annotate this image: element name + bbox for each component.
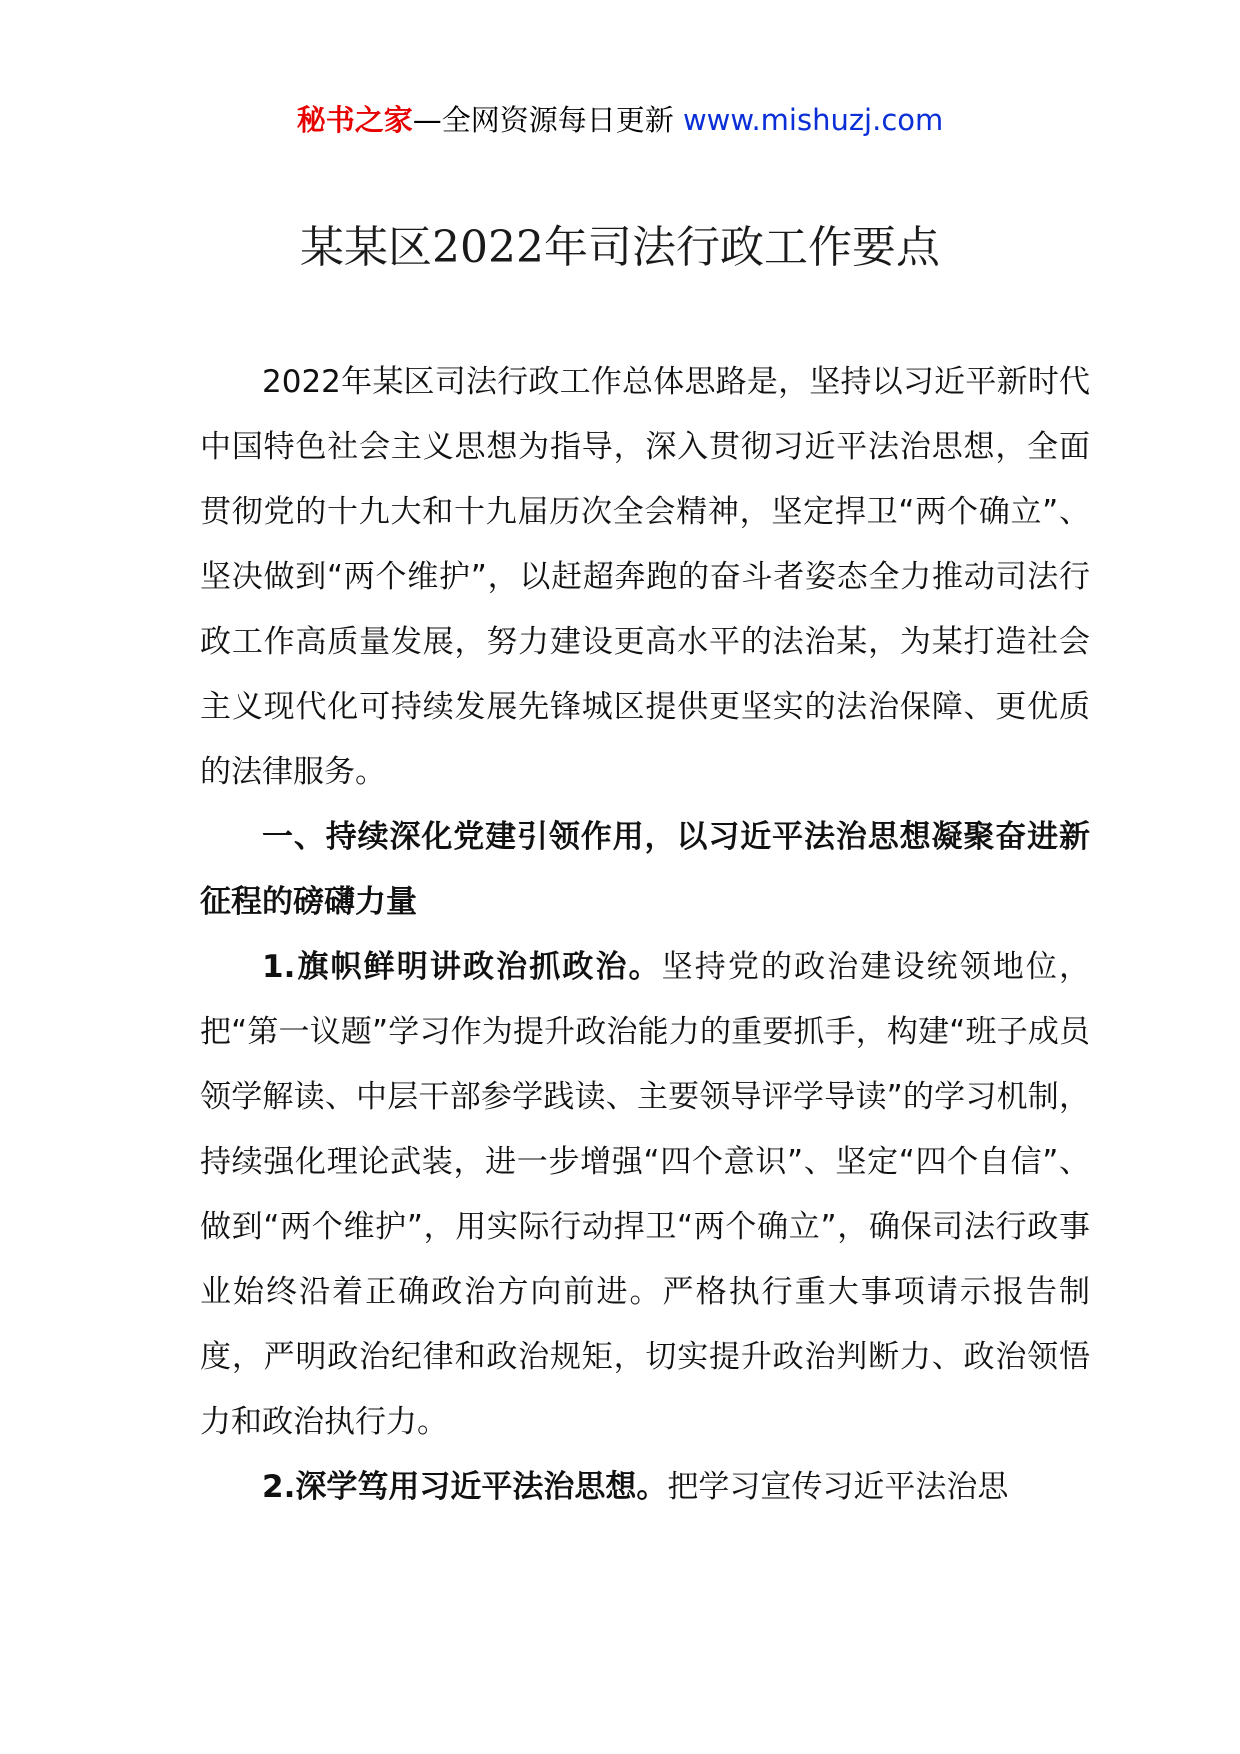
paragraph-text: 2022年某区司法行政工作总体思路是，坚持以习近平新时代中国特色社会主义思想为指导，深入贯彻习近平法治思想，全面贯彻党的十九大和十九届历次全会精神，坚定捍卫“两个确立”、坚决做到“两个维护”，以赶超奔跑的奋斗者姿态全力推动司法行政工作高质量发展，努力建设更高水平的法治某，为某打造社会主义现代化可持续发展先锋城区提供更坚实的法治保障、更优质的法律服务。 xyxy=(200,364,1090,790)
site-header xyxy=(0,100,1240,140)
item-paragraph xyxy=(200,935,1090,1455)
document-title: 某某区2022年司法行政工作要点 xyxy=(300,222,940,273)
item-lead: 1.旗帜鲜明讲政治抓政治。 xyxy=(262,949,662,985)
site-url-link[interactable]: www.mishuzj.com xyxy=(682,103,944,137)
item-lead: 2.深学笃用习近平法治思想。 xyxy=(262,1469,668,1505)
section-heading-text: 一、持续深化党建引领作用，以习近平法治思想凝聚奋进新征程的磅礴力量 xyxy=(200,819,1090,920)
intro-paragraph xyxy=(200,350,1090,805)
section-heading xyxy=(200,805,1090,935)
document-body xyxy=(200,350,1090,1520)
paragraph-text: 把学习宣传习近平法治思 xyxy=(667,1469,1009,1505)
site-brand: 秘书之家 xyxy=(296,103,413,137)
item-paragraph xyxy=(200,1455,1090,1520)
site-tagline: —全网资源每日更新 xyxy=(412,103,674,137)
paragraph-text: 坚持党的政治建设统领地位，把“第一议题”学习作为提升政治能力的重要抓手，构建“班子成员领学解读、中层干部参学践读、主要领导评学导读”的学习机制，持续强化理论武装，进一步增强“四个意识”、坚定“四个自信”、做到“两个维护”，用实际行动捍卫“两个确立”，确保司法行政事业始终沿着正确政治方向前进。严格执行重大事项请示报告制度，严明政治纪律和政治规矩，切实提升政治判断力、政治领悟力和政治执行力。 xyxy=(200,949,1090,1440)
